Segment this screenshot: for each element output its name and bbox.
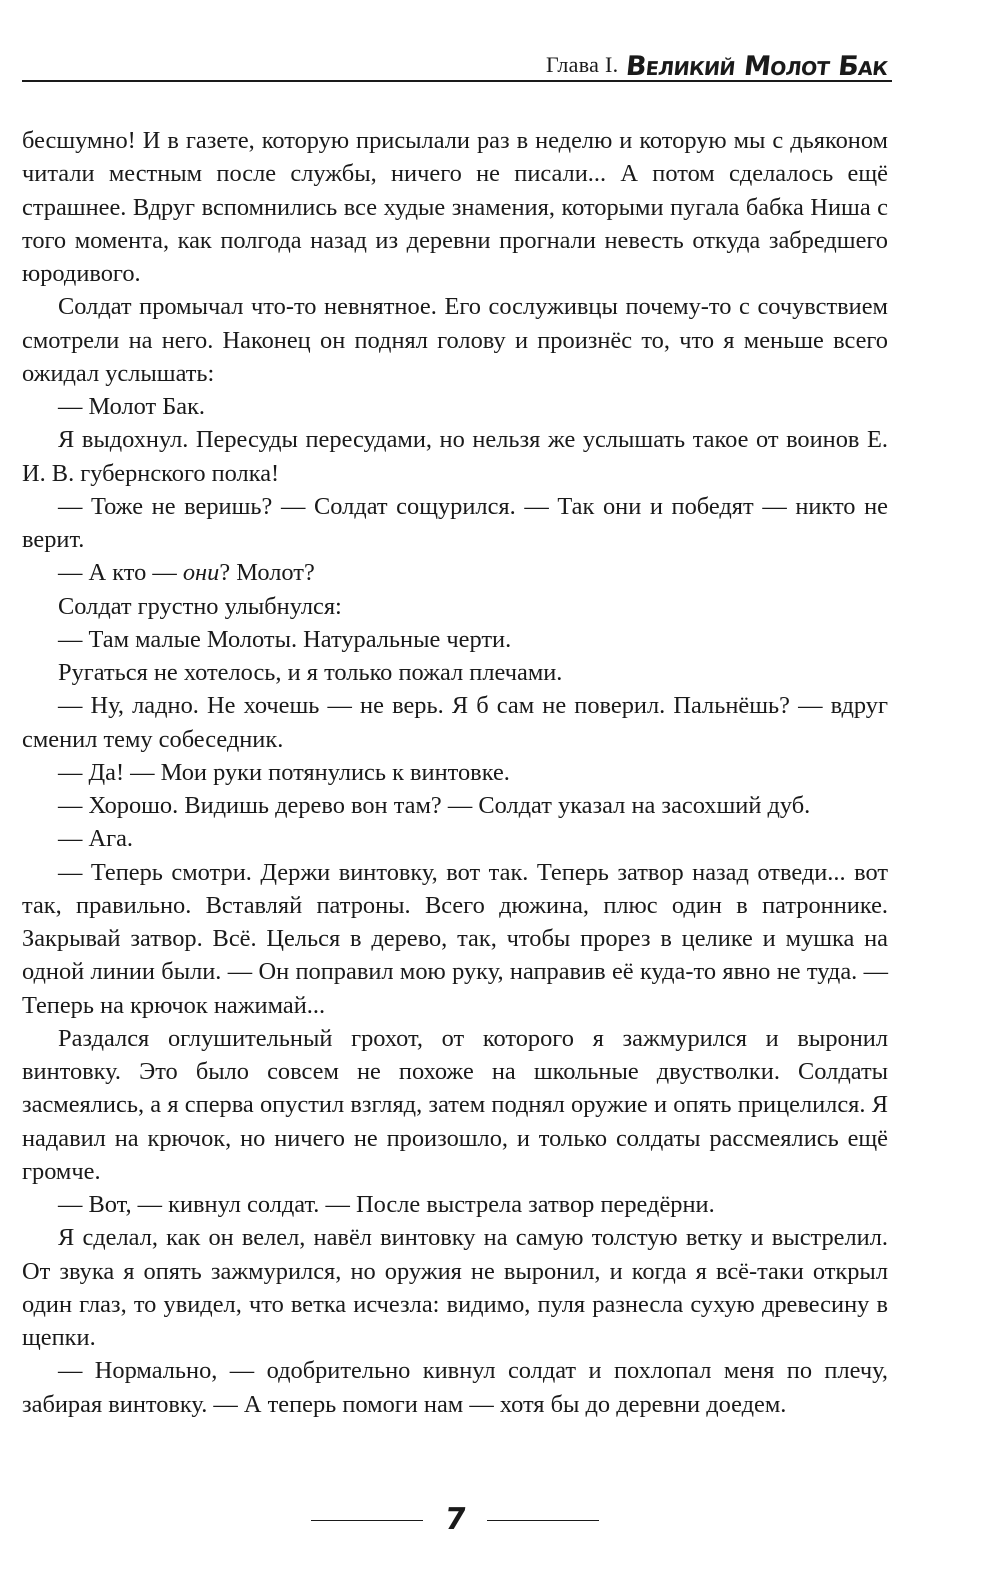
paragraph: — Тоже не веришь? — Солдат сощурился. — Так они и победят — никто не верит. bbox=[22, 492, 888, 553]
footer-rule-right bbox=[487, 1520, 599, 1521]
header-rule bbox=[22, 80, 892, 82]
paragraph bbox=[22, 556, 888, 589]
paragraph: — Теперь смотри. Держи винтовку, вот так. Теперь затвор назад отведи... вот так, правильно. Вставляй патроны. Всего дюжина, плюс один в патроннике. Закрывай затвор. Всё. Целься в дерево, так, чтобы прорез в целике и мушка на одной линии были. — Он поправил мою руку, направив её куда-то явно не туда. — Теперь на крючок нажимай... bbox=[22, 858, 888, 1019]
dialogue-text: ? Молот? bbox=[219, 559, 315, 587]
page-footer bbox=[22, 1500, 888, 1540]
running-head bbox=[546, 40, 888, 80]
paragraph: — Да! — Мои руки потянулись к винтовке. bbox=[58, 758, 510, 786]
paragraph: — Там малые Молоты. Натуральные черти. bbox=[58, 625, 512, 653]
paragraph: бесшумно! И в газете, которую присылали раз в неделю и которую мы с дьяконом читали местным после службы, ничего не писали... А потом сделалось ещё страшнее. Вдруг вспомнились все худые знамения, которыми пугала бабка Ниша с того момента, как полгода назад из деревни прогнали невесть откуда забредшего юродивого. bbox=[22, 127, 888, 287]
chapter-title: Великий Молот Бак bbox=[624, 51, 890, 82]
dialogue-text: — А кто — bbox=[58, 559, 183, 587]
body-text bbox=[22, 124, 888, 1421]
paragraph: Раздался оглушительный грохот, от которого я зажмурился и выронил винтовку. Это было совсем не похоже на школьные двустволки. Солдаты засмеялись, а я сперва опустил взгляд, затем поднял оружие и опять прицелился. Я надавил на крючок, но ничего не произошло, и только солдаты рассмеялись ещё громче. bbox=[22, 1024, 888, 1185]
chapter-label: Глава I. bbox=[545, 52, 619, 77]
paragraph: Ругаться не хотелось, и я только пожал плечами. bbox=[58, 659, 563, 686]
paragraph: — Ну, ладно. Не хочешь — не верь. Я б сам не поверил. Пальнёшь? — вдруг сменил тему собеседник. bbox=[22, 692, 888, 753]
paragraph: — Вот, — кивнул солдат. — После выстрела затвор передёрни. bbox=[58, 1191, 715, 1218]
footer-rule-left bbox=[311, 1520, 423, 1521]
paragraph: Я выдохнул. Пересуды пересудами, но нельзя же услышать такое от воинов Е. И. В. губернского полка! bbox=[22, 426, 888, 487]
paragraph: — Хорошо. Видишь дерево вон там? — Солдат указал на засохший дуб. bbox=[58, 792, 811, 819]
paragraph: — Ага. bbox=[58, 825, 134, 853]
paragraph: Солдат грустно улыбнулся: bbox=[58, 592, 342, 620]
paragraph: Я сделал, как он велел, навёл винтовку на самую толстую ветку и выстрелил. От звука я опять зажмурился, но оружия не выронил, и когда я всё-таки открыл один глаз, то увидел, что ветка исчезла: видимо, пуля разнесла сухую древесину в щепки. bbox=[22, 1224, 888, 1351]
paragraph: — Нормально, — одобрительно кивнул солдат и похлопал меня по плечу, забирая винтовку. — А теперь помоги нам — хотя бы до деревни доедем. bbox=[22, 1357, 888, 1418]
paragraph: Солдат промычал что-то невнятное. Его сослуживцы почему-то с сочувствием смотрели на него. Наконец он поднял голову и произнёс то, что я меньше всего ожидал услышать: bbox=[22, 293, 888, 387]
page-number: 7 bbox=[442, 1502, 468, 1537]
emphasis-text: они bbox=[182, 559, 220, 587]
paragraph: — Молот Бак. bbox=[58, 393, 206, 420]
